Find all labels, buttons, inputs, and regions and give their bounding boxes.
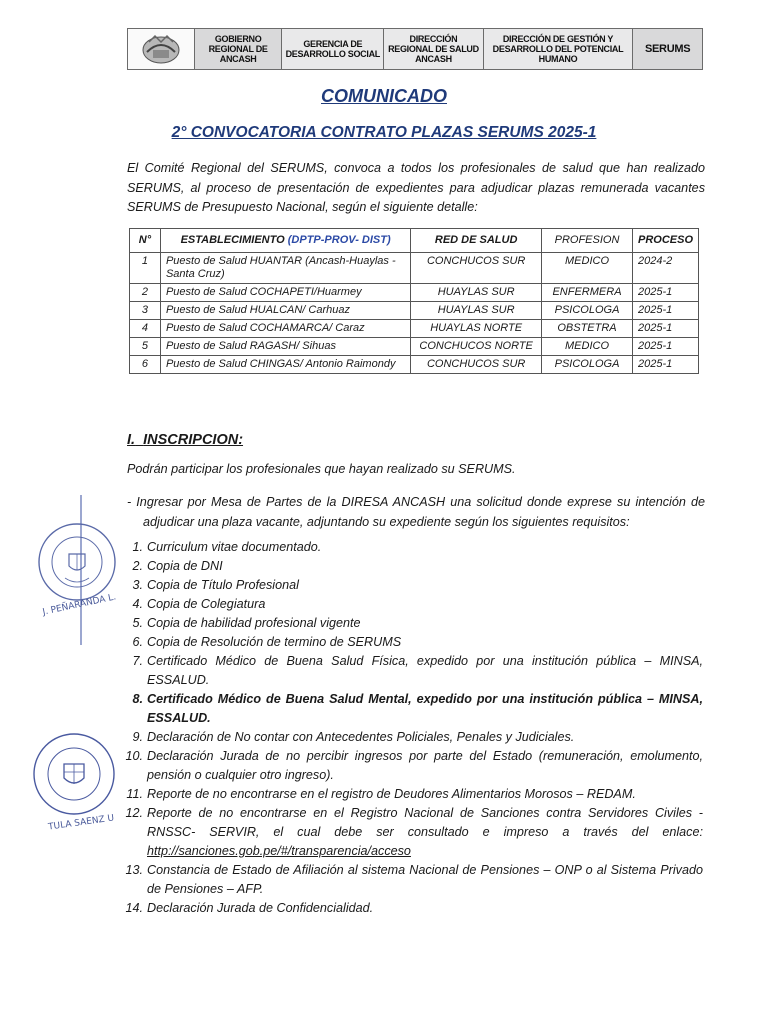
official-seal-2 xyxy=(30,730,118,820)
row-profesion: PSICOLOGA xyxy=(542,356,633,374)
official-seal-1 xyxy=(35,520,119,604)
requirement-text: Reporte de no encontrarse en el registro de Deudores Alimentarios Morosos – REDAM. xyxy=(147,787,636,801)
requirement-number: 10. xyxy=(125,749,143,763)
row-number: 6 xyxy=(130,356,161,374)
section-number: I. xyxy=(127,432,136,448)
header-gobierno-regional: GOBIERNO REGIONAL DE ANCASH xyxy=(195,29,283,69)
row-profesion: MEDICO xyxy=(542,338,633,356)
requirement-item xyxy=(125,861,703,899)
row-number: 4 xyxy=(130,320,161,338)
regional-logo xyxy=(128,29,195,69)
row-establecimiento: Puesto de Salud COCHAMARCA/ Caraz xyxy=(160,320,410,338)
row-profesion: MEDICO xyxy=(542,253,633,284)
table-row xyxy=(130,253,699,284)
col-establecimiento-label: ESTABLECIMIENTO xyxy=(180,234,285,246)
row-establecimiento: Puesto de Salud HUALCAN/ Carhuaz xyxy=(160,302,410,320)
submission-instruction-text: - Ingresar por Mesa de Partes de la DIRESA ANCASH una solicitud donde exprese su intención de adjudicar una plaza vacante, adjuntando su expediente según los siguientes requisitos: xyxy=(127,495,705,529)
requirement-number: 5. xyxy=(132,616,143,630)
requirement-number: 7. xyxy=(132,654,143,668)
row-red-salud: CONCHUCOS NORTE xyxy=(411,338,542,356)
requirements-list xyxy=(125,538,703,918)
requirement-text: Copia de Resolución de termino de SERUMS xyxy=(147,635,402,649)
row-proceso: 2025-1 xyxy=(632,284,698,302)
requirement-item xyxy=(125,747,703,785)
requirement-number: 12. xyxy=(125,806,143,820)
requirement-text: Certificado Médico de Buena Salud Física, expedido por una institución pública – MINSA, ESSALUD. xyxy=(147,654,703,687)
submission-instruction xyxy=(127,493,705,532)
row-establecimiento: Puesto de Salud CHINGAS/ Antonio Raimondy xyxy=(160,356,410,374)
col-profesion: PROFESION xyxy=(542,229,633,253)
intro-paragraph: El Comité Regional del SERUMS, convoca a todos los profesionales de salud que han realizado SERUMS, al proceso de presentación de expedientes para adjudicar plazas remunerada vacantes SERUMS de Presupuesto Nacional, según el siguiente detalle: xyxy=(127,161,705,214)
row-red-salud: HUAYLAS NORTE xyxy=(411,320,542,338)
section-lead: Podrán participar los profesionales que hayan realizado su SERUMS. xyxy=(127,462,516,476)
sanciones-link[interactable]: http://sanciones.gob.pe/#/transparencia/acceso xyxy=(147,844,411,858)
page-subtitle: 2° CONVOCATORIA CONTRATO PLAZAS SERUMS 2025-1 xyxy=(171,124,597,141)
requirement-text: Reporte de no encontrarse en el Registro Nacional de Sanciones contra Servidores Civiles - RNSSC- SERVIR, el cual debe ser consultado e impreso a través del enlace: xyxy=(147,806,703,839)
requirement-number: 6. xyxy=(132,635,143,649)
row-red-salud: CONCHUCOS SUR xyxy=(411,253,542,284)
requirement-number: 8. xyxy=(132,692,143,706)
requirement-text: Curriculum vitae documentado. xyxy=(147,540,322,554)
requirement-number: 11. xyxy=(126,787,143,801)
requirement-item xyxy=(125,690,703,728)
table-row xyxy=(130,338,699,356)
col-number: N° xyxy=(130,229,161,253)
coat-of-arms-icon xyxy=(139,32,183,66)
requirement-text: Copia de Título Profesional xyxy=(147,578,299,592)
requirement-item xyxy=(125,557,703,576)
section-title: INSCRIPCION: xyxy=(143,432,244,448)
row-establecimiento: Puesto de Salud COCHAPETI/Huarmey xyxy=(160,284,410,302)
requirement-text: Constancia de Estado de Afiliación al sistema Nacional de Pensiones – ONP o al Sistema Privado de Pensiones – AFP. xyxy=(147,863,703,896)
requirement-number: 1. xyxy=(132,540,143,554)
requirement-number: 4. xyxy=(132,597,143,611)
requirement-item xyxy=(125,804,703,861)
requirement-text: Copia de Colegiatura xyxy=(147,597,266,611)
requirement-text: Copia de DNI xyxy=(147,559,223,573)
row-number: 1 xyxy=(130,253,161,284)
header-serums: SERUMS xyxy=(633,29,702,69)
requirement-item xyxy=(125,576,703,595)
requirement-item xyxy=(125,899,703,918)
header-direccion-regional: DIRECCIÓN REGIONAL DE SALUD ANCASH xyxy=(384,29,484,69)
requirement-text: Declaración Jurada de Confidencialidad. xyxy=(147,901,374,915)
row-profesion: ENFERMERA xyxy=(542,284,633,302)
row-red-salud: CONCHUCOS SUR xyxy=(411,356,542,374)
requirement-item xyxy=(125,633,703,652)
row-number: 5 xyxy=(130,338,161,356)
requirement-number: 14. xyxy=(125,901,143,915)
col-establecimiento-sub: (DPTP-PROV- DIST) xyxy=(287,234,391,246)
table-row xyxy=(130,302,699,320)
requirement-item xyxy=(125,595,703,614)
requirement-text: Copia de habilidad profesional vigente xyxy=(147,616,361,630)
vacancies-table xyxy=(129,228,699,374)
requirement-text: Certificado Médico de Buena Salud Mental, expedido por una institución pública – MINSA, ESSALUD. xyxy=(147,692,703,725)
requirement-text: Declaración de No contar con Antecedentes Policiales, Penales y Judiciales. xyxy=(147,730,575,744)
table-row xyxy=(130,356,699,374)
row-proceso: 2025-1 xyxy=(632,356,698,374)
requirement-number: 2. xyxy=(132,559,143,573)
header-banner xyxy=(127,28,703,70)
row-profesion: OBSTETRA xyxy=(542,320,633,338)
requirement-number: 13. xyxy=(125,863,143,877)
requirement-item xyxy=(125,652,703,690)
requirement-text: Declaración Jurada de no percibir ingresos por parte del Estado (remuneración, emolumento, pensión o cualquier otro ingreso). xyxy=(147,749,703,782)
row-red-salud: HUAYLAS SUR xyxy=(411,302,542,320)
row-red-salud: HUAYLAS SUR xyxy=(411,284,542,302)
col-red-salud: RED DE SALUD xyxy=(411,229,542,253)
row-proceso: 2025-1 xyxy=(632,338,698,356)
seal-2-name: TULA SAENZ U xyxy=(47,813,115,833)
col-proceso: PROCESO xyxy=(632,229,698,253)
col-establecimiento xyxy=(160,229,410,253)
seal-1-name: J. PEÑARANDA L. xyxy=(41,592,118,618)
requirement-item xyxy=(125,538,703,557)
row-establecimiento: Puesto de Salud RAGASH/ Sihuas xyxy=(160,338,410,356)
row-profesion: PSICOLOGA xyxy=(542,302,633,320)
requirement-item xyxy=(125,614,703,633)
requirement-number: 9. xyxy=(132,730,143,744)
row-proceso: 2024-2 xyxy=(632,253,698,284)
header-gerencia: GERENCIA DE DESARROLLO SOCIAL xyxy=(282,29,384,69)
row-establecimiento: Puesto de Salud HUANTAR (Ancash-Huaylas - Santa Cruz) xyxy=(160,253,410,284)
row-number: 2 xyxy=(130,284,161,302)
header-direccion-gestion: DIRECCIÓN DE GESTIÓN Y DESARROLLO DEL POTENCIAL HUMANO xyxy=(484,29,633,69)
requirement-item xyxy=(125,728,703,747)
requirement-item xyxy=(125,785,703,804)
row-proceso: 2025-1 xyxy=(632,320,698,338)
table-row xyxy=(130,320,699,338)
row-proceso: 2025-1 xyxy=(632,302,698,320)
requirement-number: 3. xyxy=(132,578,143,592)
section-heading xyxy=(127,432,243,448)
table-header-row xyxy=(130,229,699,253)
table-row xyxy=(130,284,699,302)
row-number: 3 xyxy=(130,302,161,320)
page-title: COMUNICADO xyxy=(321,86,447,106)
